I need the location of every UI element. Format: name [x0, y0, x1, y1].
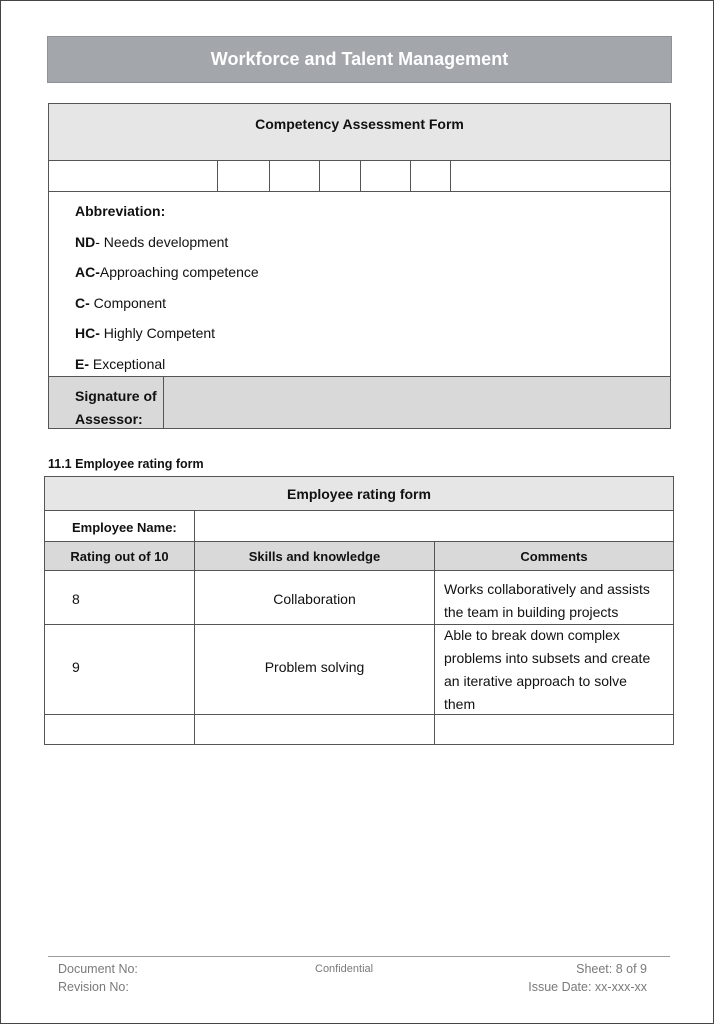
abbreviation-text: - Needs development [95, 233, 229, 250]
competency-blank-row [49, 161, 670, 192]
column-header-rating: Rating out of 10 [70, 548, 169, 564]
comment-value [444, 624, 650, 716]
cell-divider [269, 161, 270, 191]
abbreviation-item [75, 324, 259, 355]
competency-form-title: Competency Assessment Form [255, 116, 464, 132]
footer-issue-date: Issue Date: xx-xxx-xx [528, 980, 647, 994]
comment-value [444, 578, 650, 624]
cell-divider [410, 161, 411, 191]
row-divider [45, 570, 673, 571]
page-title: Workforce and Talent Management [210, 49, 509, 69]
column-header-comments: Comments [520, 548, 588, 564]
competency-form-header [49, 104, 670, 161]
cell-divider [360, 161, 361, 191]
cell-divider [163, 377, 164, 429]
page-title-banner [47, 36, 672, 83]
abbreviation-text: Component [89, 294, 167, 311]
signature-label-line: Signature of [75, 388, 157, 404]
cell-divider [319, 161, 320, 191]
footer-revision-no: Revision No: [58, 980, 129, 994]
comment-line: Able to break down complex [444, 627, 620, 643]
abbreviation-item [75, 263, 259, 294]
abbreviation-item [75, 294, 259, 325]
assessor-signature-row [49, 376, 670, 428]
row-divider [45, 510, 673, 511]
skill-value: Collaboration [273, 591, 356, 607]
cell-divider [194, 511, 195, 541]
abbreviation-code: AC- [75, 264, 100, 280]
footer-document-no: Document No: [58, 962, 138, 976]
employee-rating-table [44, 476, 674, 745]
abbreviation-text: Approaching competence [99, 264, 259, 280]
competency-assessment-block [48, 103, 671, 429]
footer-divider [48, 956, 670, 957]
signature-label-line: Assessor: [75, 411, 143, 427]
rating-value: 9 [72, 659, 80, 675]
abbreviation-code: ND [75, 233, 96, 250]
employee-name-label: Employee Name: [72, 520, 177, 535]
footer-sheet: Sheet: 8 of 9 [576, 962, 647, 976]
comment-line: problems into subsets and create [444, 650, 651, 666]
abbreviation-code: C- [75, 294, 90, 311]
skill-value: Problem solving [264, 659, 365, 675]
abbreviation-text: Exceptional [89, 355, 166, 372]
comment-line: Works collaboratively and assists [444, 581, 650, 597]
cell-divider [194, 542, 195, 744]
section-heading: 11.1 Employee rating form [48, 457, 204, 471]
comment-line: them [444, 696, 476, 712]
row-divider [45, 714, 673, 715]
assessor-signature-label [75, 385, 165, 431]
rating-value: 8 [72, 591, 80, 607]
footer-confidential: Confidential [315, 963, 374, 975]
comment-line: the team in building projects [444, 604, 619, 620]
column-header-skills: Skills and knowledge [248, 548, 381, 564]
abbreviation-heading: Abbreviation: [75, 203, 166, 219]
comment-line: an iterative approach to solve [444, 673, 627, 689]
rating-form-title-row [45, 477, 673, 510]
cell-divider [434, 542, 435, 744]
abbreviation-code: E- [75, 355, 89, 372]
cell-divider [217, 161, 218, 191]
abbreviation-code: HC- [75, 325, 100, 341]
abbreviation-list [75, 202, 259, 385]
abbreviation-item [75, 233, 259, 264]
cell-divider [450, 161, 451, 191]
abbreviation-text: Highly Competent [99, 325, 216, 341]
rating-form-title: Employee rating form [287, 485, 431, 502]
